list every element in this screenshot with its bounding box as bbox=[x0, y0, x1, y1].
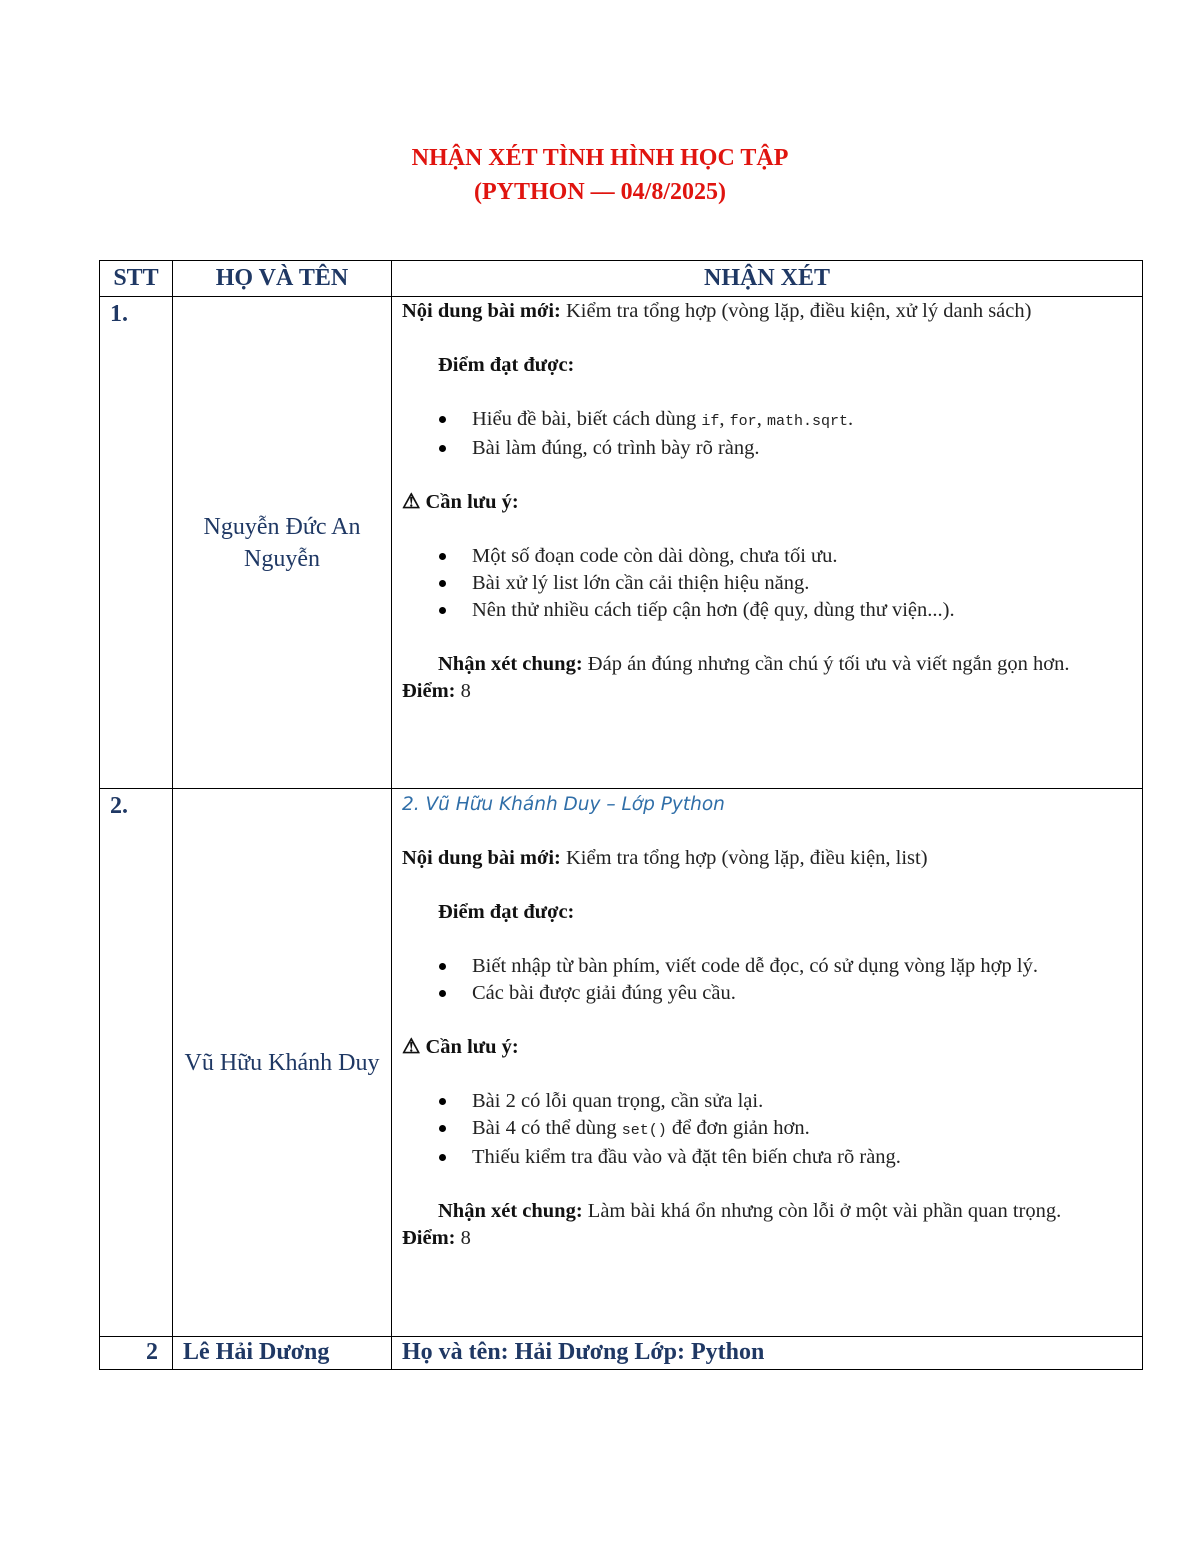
code-for: for bbox=[729, 413, 757, 430]
page-title: NHẬN XÉT TÌNH HÌNH HỌC TẬP bbox=[411, 145, 789, 171]
list-item: Một số đoạn code còn dài dòng, chưa tối ưu. bbox=[472, 543, 1132, 570]
notes-label: ⚠ Cần lưu ý: bbox=[402, 491, 519, 513]
student-heading: 2. Vũ Hữu Khánh Duy – Lớp Python bbox=[402, 794, 725, 815]
score-line bbox=[402, 1225, 1132, 1252]
code-math-sqrt: math.sqrt bbox=[766, 413, 848, 430]
content-label: Nội dung bài mới: bbox=[402, 300, 561, 322]
notes-label: ⚠ Cần lưu ý: bbox=[402, 1036, 519, 1058]
score-label: Điểm: bbox=[402, 680, 456, 702]
table-row bbox=[100, 1337, 1143, 1370]
page-subtitle: (PYTHON –– 04/8/2025) bbox=[474, 179, 726, 205]
header-stt: STT bbox=[100, 261, 173, 297]
header-comment: NHẬN XÉT bbox=[392, 261, 1143, 297]
evaluation-table bbox=[99, 260, 1143, 1370]
list-item: Bài 4 có thể dùng set() để đơn giản hơn. bbox=[472, 1115, 1132, 1144]
strengths-list bbox=[402, 406, 1132, 462]
list-item: Bài làm đúng, có trình bày rõ ràng. bbox=[472, 435, 1132, 462]
list-item: Biết nhập từ bàn phím, viết code dễ đọc, có sử dụng vòng lặp hợp lý. bbox=[472, 953, 1132, 980]
summary-text: Làm bài khá ổn nhưng còn lỗi ở một vài phần quan trọng. bbox=[582, 1200, 1062, 1222]
content-text: Kiểm tra tổng hợp (vòng lặp, điều kiện, xử lý danh sách) bbox=[560, 300, 1032, 322]
content-line bbox=[402, 298, 1132, 325]
row-number: 2 bbox=[100, 1337, 173, 1370]
content-text: Kiểm tra tổng hợp (vòng lặp, điều kiện, list) bbox=[560, 847, 928, 869]
strengths-label: Điểm đạt được: bbox=[438, 901, 575, 923]
comment-cell: Họ và tên: Hải Dương Lớp: Python bbox=[392, 1337, 1143, 1370]
notes-list bbox=[402, 1088, 1132, 1171]
header-name: HỌ VÀ TÊN bbox=[173, 261, 392, 297]
table-row bbox=[100, 789, 1143, 1337]
summary-label: Nhận xét chung: bbox=[438, 653, 583, 675]
score-value: 8 bbox=[455, 1227, 471, 1249]
student-name: Nguyễn Đức An Nguyễn bbox=[173, 297, 392, 789]
list-item: Thiếu kiểm tra đầu vào và đặt tên biến chưa rõ ràng. bbox=[472, 1144, 1132, 1171]
score-line bbox=[402, 678, 1132, 705]
strengths-label: Điểm đạt được: bbox=[438, 354, 575, 376]
comment-cell bbox=[392, 789, 1143, 1337]
list-item: Nên thử nhiều cách tiếp cận hơn (đệ quy, dùng thư viện...). bbox=[472, 597, 1132, 624]
summary-label: Nhận xét chung: bbox=[438, 1200, 583, 1222]
code-if: if bbox=[701, 413, 720, 430]
notes-list bbox=[402, 543, 1132, 624]
summary-text: Đáp án đúng nhưng cần chú ý tối ưu và viết ngắn gọn hơn. bbox=[582, 653, 1070, 675]
content-line bbox=[402, 845, 1132, 872]
list-item: Các bài được giải đúng yêu cầu. bbox=[472, 980, 1132, 1007]
summary-line bbox=[402, 1198, 1132, 1225]
student-name: Lê Hải Dương bbox=[173, 1337, 392, 1370]
student-name: Vũ Hữu Khánh Duy bbox=[173, 789, 392, 1337]
table-row bbox=[100, 297, 1143, 789]
content-label: Nội dung bài mới: bbox=[402, 847, 561, 869]
comment-cell bbox=[392, 297, 1143, 789]
strengths-list bbox=[402, 953, 1132, 1007]
table-header-row bbox=[100, 261, 1143, 297]
score-value: 8 bbox=[455, 680, 471, 702]
list-item: Bài 2 có lỗi quan trọng, cần sửa lại. bbox=[472, 1088, 1132, 1115]
score-label: Điểm: bbox=[402, 1227, 456, 1249]
list-item: Bài xử lý list lớn cần cải thiện hiệu năng. bbox=[472, 570, 1132, 597]
row-number: 1. bbox=[100, 297, 173, 789]
row-number: 2. bbox=[100, 789, 173, 1337]
list-item: Hiểu đề bài, biết cách dùng if, for, math.sqrt. bbox=[472, 406, 1132, 435]
code-set: set() bbox=[621, 1122, 667, 1139]
summary-line bbox=[402, 651, 1132, 678]
